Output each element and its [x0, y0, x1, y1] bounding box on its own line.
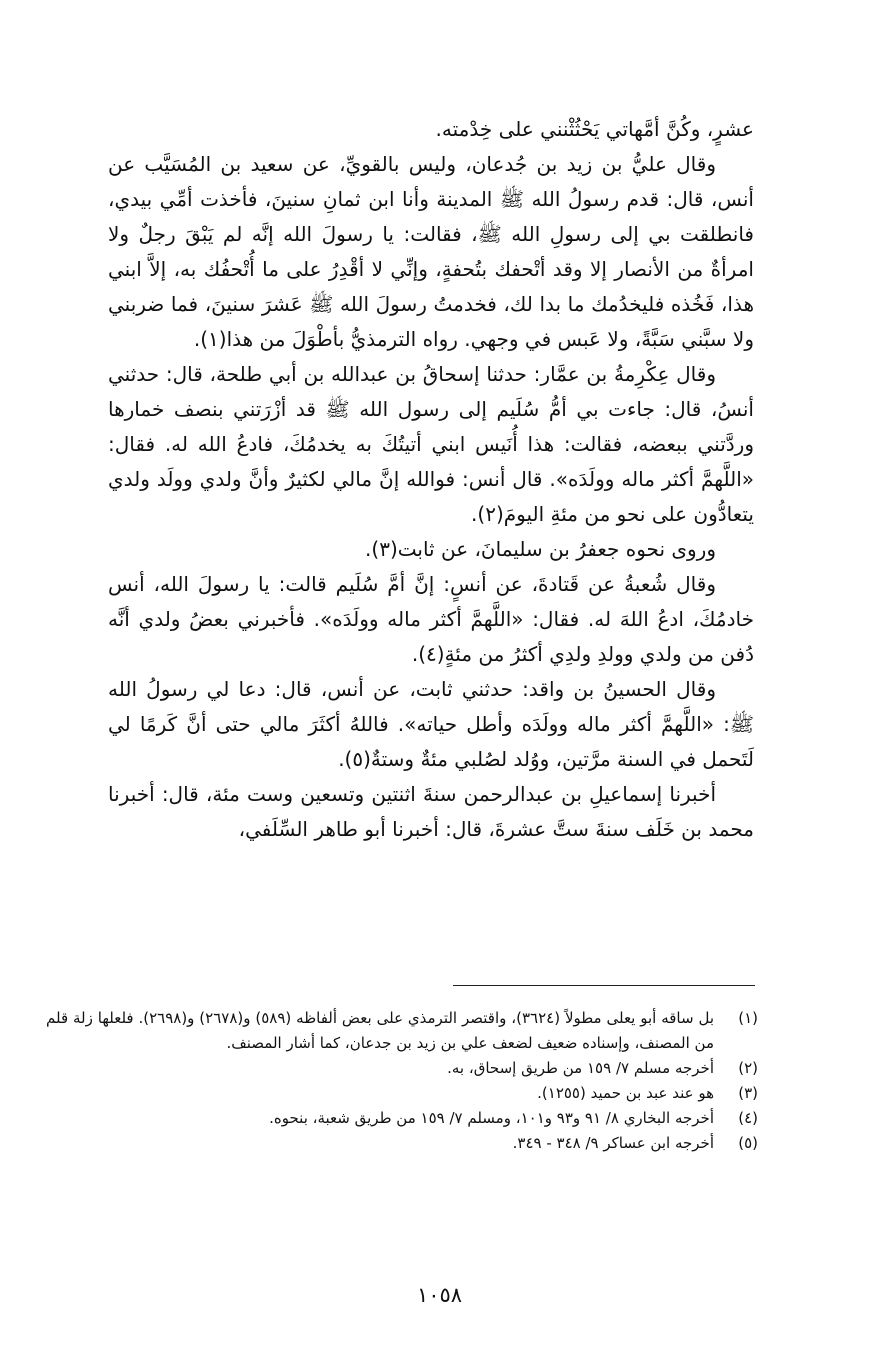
paragraph-ikrima: وقال عِكْرِمةُ بن عمَّار: حدثنا إسحاقُ بن عبدالله بن أبي طلحة، قال: حدثني أنسُ، قال: جاءت بي أمُّ سُلَيم إلى رسول الله ﷺ قد أزْرَتني بنصف خمارها وردَّتني ببعضه، فقالت: هذا أُنَيس ابني أتيتُكَ به يخدمُكَ، فادعُ الله له. فقال: «اللَّهمَّ أكثر ماله وولَدَه». قال أنس: فوالله إنَّ مالي لكثيرٌ وأنَّ ولدي وولَد ولدي يتعادُّون على نحو من مئةِ اليومَ(٢). — [108, 362, 754, 526]
page-number: ١٠٥٨ — [416, 1283, 463, 1307]
footnote-number: (٥) — [738, 1134, 758, 1152]
paragraph-ismail: أخبرنا إسماعيلِ بن عبدالرحمن سنةَ اثنتين وتسعين وست مئة، قال: أخبرنا محمد بن خَلَف سنةَ ستَّ عشرةَ، قال: أخبرنا أبو طاهر السِّلَفي، — [108, 782, 754, 841]
footnote-number: (١) — [738, 1009, 758, 1027]
footnotes-list — [46, 1006, 758, 1156]
footnote-divider — [453, 985, 755, 986]
footnote-text: بل ساقه أبو يعلى مطولاً (٣٦٢٤)، واقتصر الترمذي على بعض ألفاظه (٥٨٩) و(٢٦٧٨) و(٢٦٩٨). فلعلها زلة قلم من المصنف، وإسناده ضعيف لضعف علي بن زيد بن جدعان، كما أشار المصنف. — [46, 1009, 714, 1052]
footnote-number: (٣) — [738, 1084, 758, 1102]
footnote-number: (٢) — [738, 1059, 758, 1077]
footnote-item — [46, 1081, 758, 1106]
footnote-text: أخرجه ابن عساكر ٩/ ٣٤٨ - ٣٤٩. — [512, 1134, 714, 1152]
paragraph-husayn: وقال الحسينُ بن واقد: حدثني ثابت، عن أنس، قال: دعا لي رسولُ الله ﷺ: «اللَّهمَّ أكثر ماله وولَدَه وأطل حياته». فاللهُ أكثَرَ مالي حتى أنَّ كَرمًا لي لَتَحمل في السنة مرَّتين، ووُلد لصُلبي مئةٌ وستةٌ(٥). — [108, 677, 754, 771]
footnote-item — [46, 1106, 758, 1131]
main-text-block — [108, 112, 754, 847]
paragraph-shuba: وقال شُعبةُ عن قَتادةَ، عن أنسٍ: إنَّ أمَّ سُلَيم قالت: يا رسولَ الله، أنس خادمُكَ، ادعُ اللهَ له. فقال: «اللَّهمَّ أكثر ماله وولَدَه». فأخبرني بعضُ ولدي أنَّه دُفن من ولدي وولدِ ولدِي أكثرُ من مئةٍ(٤). — [108, 572, 754, 666]
footnote-number: (٤) — [738, 1109, 758, 1127]
footnote-text: أخرجه مسلم ٧/ ١٥٩ من طريق إسحاق، به. — [447, 1059, 714, 1077]
footnote-text: هو عند عبد بن حميد (١٢٥٥). — [537, 1084, 714, 1102]
footnote-item — [46, 1006, 758, 1056]
paragraph-continuation: عشرٍ، وكُنَّ أمَّهاتي يَحْثُثْنني على خِدْمته. — [435, 117, 754, 141]
footnote-item — [46, 1131, 758, 1156]
footnote-text: أخرجه البخاري ٨/ ٩١ و٩٣ و١٠١، ومسلم ٧/ ١٥٩ من طريق شعبة، بنحوه. — [269, 1109, 714, 1127]
paragraph-jafar: وروى نحوه جعفرُ بن سليمانَ، عن ثابت(٣). — [365, 537, 716, 561]
footnote-item — [46, 1056, 758, 1081]
paragraph-ali-ibn-zayd: وقال عليُّ بن زيد بن جُدعان، وليس بالقويِّ، عن سعيد بن المُسَيَّب عن أنس، قال: قدم رسولُ الله ﷺ المدينة وأنا ابن ثمانِ سنينَ، فأخذت أمِّي بيدي، فانطلقت بي إلى رسولِ الله ﷺ، فقالت: يا رسولَ الله إنَّه لم يَبْقَ رجلٌ ولا امرأةٌ من الأنصار إلا وقد أتْحفك بتُحفةٍ، وإنِّي لا أقْدِرُ على ما أُتْحفُك به، إلاَّ ابني هذا، فَخُذه فليخدُمك ما بدا لك، فخدمتُ رسولَ الله ﷺ عَشرَ سنينَ، فما ضربني ولا سبَّني سَبَّةً، ولا عَبس في وجهي. رواه الترمذيُّ بأطْوَلَ من هذا(١). — [108, 152, 754, 351]
